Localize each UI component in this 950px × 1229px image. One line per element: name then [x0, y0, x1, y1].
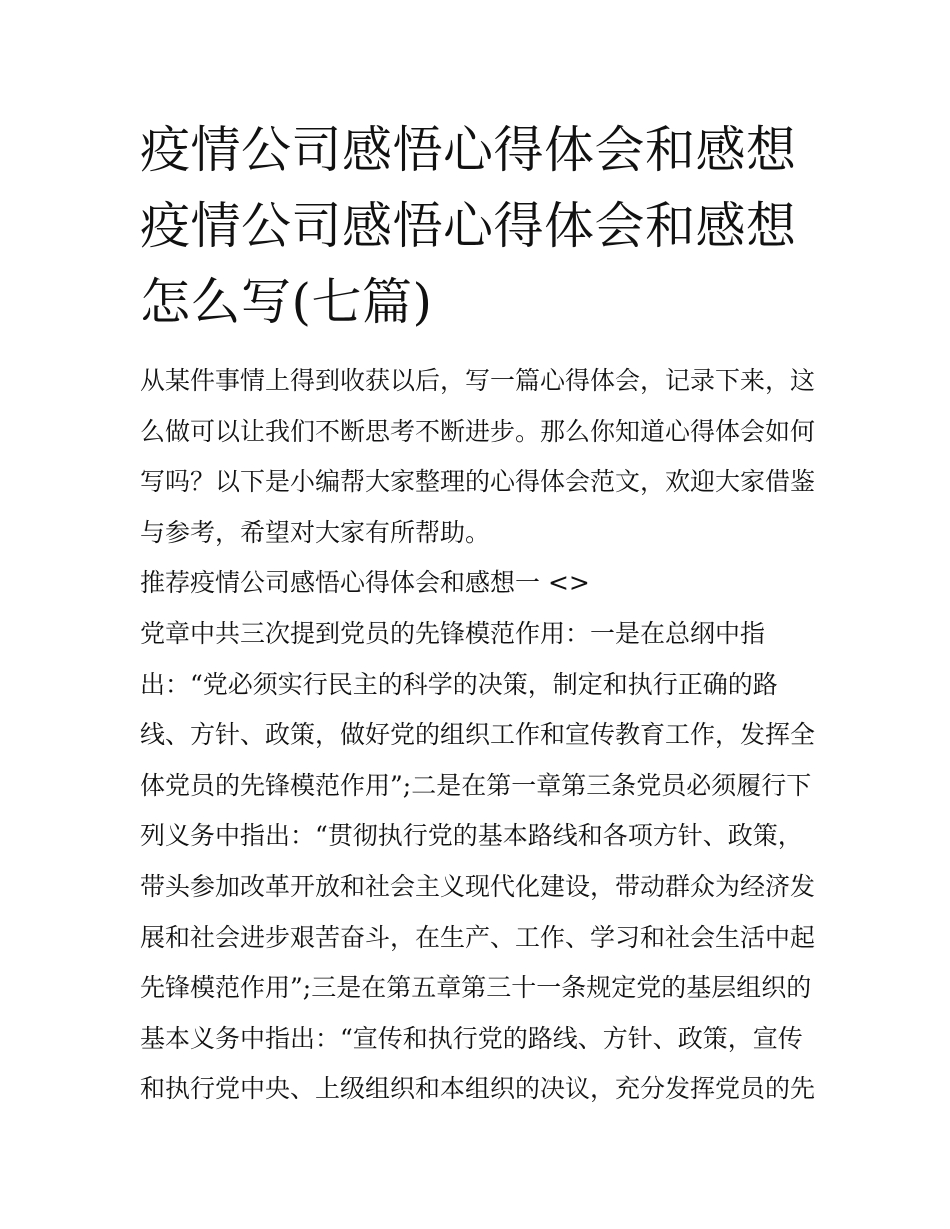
- body-text-line: 展和社会进步艰苦奋斗，在生产、工作、学习和社会生活中起: [140, 922, 816, 952]
- title-line: 怎么写(七篇): [140, 273, 433, 331]
- body-text-line: 基本义务中指出：“宣传和执行党的路线、方针、政策，宣传: [140, 1023, 803, 1053]
- intro-line: 与参考，希望对大家有所帮助。: [140, 517, 491, 547]
- body-text-line: 先锋模范作用”;三是在第五章第三十一条规定党的基层组织的: [140, 973, 812, 1003]
- title-line: 疫情公司感悟心得体会和感想: [140, 121, 797, 179]
- intro-line: 写吗？以下是小编帮大家整理的心得体会范文，欢迎大家借鉴: [140, 467, 816, 497]
- document-title: [140, 112, 820, 340]
- section-heading: 推荐疫情公司感悟心得体会和感想一 <>: [140, 568, 590, 598]
- intro-line: 么做可以让我们不断思考不断进步。那么你知道心得体会如何: [140, 416, 816, 446]
- body-text-line: 列义务中指出：“贯彻执行党的基本路线和各项方针、政策，: [140, 821, 803, 851]
- body-text-line: 和执行党中央、上级组织和本组织的决议，充分发挥党员的先: [140, 1074, 816, 1104]
- body-text-line: 带头参加改革开放和社会主义现代化建设，带动群众为经济发: [140, 871, 816, 901]
- body-text-line: 出：“党必须实行民主的科学的决策，制定和执行正确的路: [140, 669, 778, 699]
- intro-line: 从某件事情上得到收获以后，写一篇心得体会，记录下来，这: [140, 366, 816, 395]
- title-line: 疫情公司感悟心得体会和感想: [140, 197, 797, 255]
- body-text-line: 体党员的先锋模范作用”;二是在第一章第三条党员必须履行下: [140, 770, 812, 800]
- body-text-line: 党章中共三次提到党员的先锋模范作用：一是在总纲中指: [140, 618, 766, 648]
- document-body: [140, 356, 820, 1115]
- body-text-line: 线、方针、政策，做好党的组织工作和宣传教育工作，发挥全: [140, 720, 816, 750]
